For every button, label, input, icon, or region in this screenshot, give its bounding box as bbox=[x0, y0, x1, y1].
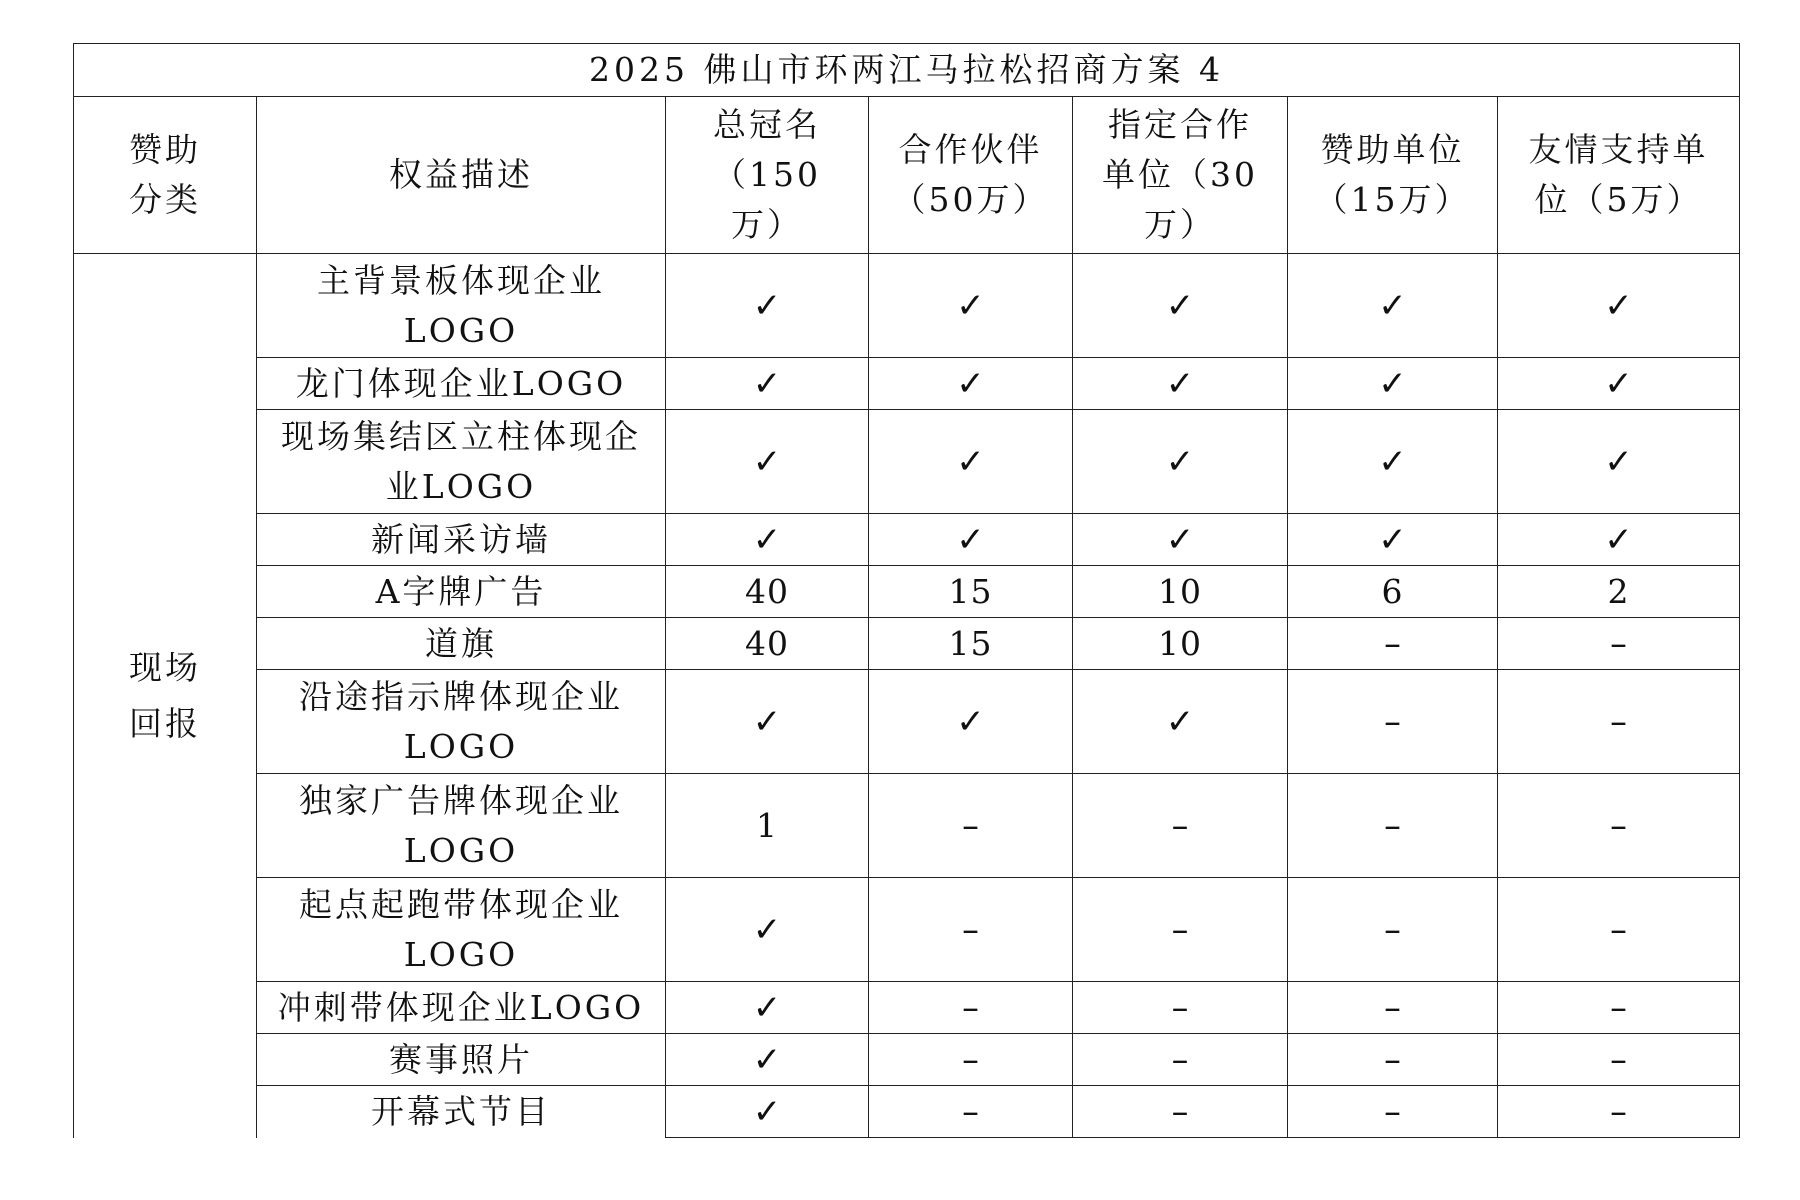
not-included-dash: – bbox=[1498, 618, 1740, 670]
header-tier-sponsor: 赞助单位（15万） bbox=[1288, 97, 1498, 254]
benefit-description: 赛事照片 bbox=[257, 1034, 666, 1086]
not-included-dash: – bbox=[1288, 1034, 1498, 1086]
not-included-dash: – bbox=[1288, 982, 1498, 1034]
not-included-dash: – bbox=[1073, 774, 1288, 878]
not-included-dash: – bbox=[1498, 1034, 1740, 1086]
table-row bbox=[74, 410, 1740, 514]
check-mark: ✓ bbox=[1288, 254, 1498, 358]
check-mark: ✓ bbox=[666, 410, 869, 514]
not-included-dash: – bbox=[1073, 878, 1288, 982]
not-included-dash: – bbox=[869, 1034, 1073, 1086]
not-included-dash: – bbox=[1073, 982, 1288, 1034]
check-mark: ✓ bbox=[869, 254, 1073, 358]
header-tier-designated: 指定合作单位（30万） bbox=[1073, 97, 1288, 254]
not-included-dash: – bbox=[1498, 670, 1740, 774]
check-mark: ✓ bbox=[869, 358, 1073, 410]
not-included-dash: – bbox=[869, 982, 1073, 1034]
benefit-description: 主背景板体现企业LOGO bbox=[257, 254, 666, 358]
check-mark: ✓ bbox=[1498, 254, 1740, 358]
check-mark: ✓ bbox=[1498, 358, 1740, 410]
table-row bbox=[74, 670, 1740, 774]
not-included-dash: – bbox=[1073, 1034, 1288, 1086]
check-mark: ✓ bbox=[1073, 358, 1288, 410]
quantity-value: 6 bbox=[1288, 566, 1498, 618]
quantity-value: 1 bbox=[666, 774, 869, 878]
benefit-description: 沿途指示牌体现企业LOGO bbox=[257, 670, 666, 774]
quantity-value: 10 bbox=[1073, 618, 1288, 670]
check-mark: ✓ bbox=[666, 358, 869, 410]
category-cell: 现场回报 bbox=[74, 254, 257, 1138]
table-row bbox=[74, 358, 1740, 410]
not-included-dash: – bbox=[1288, 670, 1498, 774]
check-mark: ✓ bbox=[1073, 514, 1288, 566]
check-mark: ✓ bbox=[1498, 514, 1740, 566]
benefit-description: 冲刺带体现企业LOGO bbox=[257, 982, 666, 1034]
sponsorship-table bbox=[73, 43, 1740, 1138]
not-included-dash: – bbox=[1498, 982, 1740, 1034]
not-included-dash: – bbox=[1288, 1086, 1498, 1138]
benefit-description: 开幕式节目 bbox=[257, 1086, 666, 1138]
not-included-dash: – bbox=[1498, 1086, 1740, 1138]
quantity-value: 2 bbox=[1498, 566, 1740, 618]
table-row bbox=[74, 514, 1740, 566]
check-mark: ✓ bbox=[1288, 514, 1498, 566]
table-row bbox=[74, 254, 1740, 358]
header-tier-title-sponsor: 总冠名（150万） bbox=[666, 97, 869, 254]
not-included-dash: – bbox=[1498, 878, 1740, 982]
not-included-dash: – bbox=[1073, 1086, 1288, 1138]
check-mark: ✓ bbox=[869, 670, 1073, 774]
benefit-description: A字牌广告 bbox=[257, 566, 666, 618]
check-mark: ✓ bbox=[666, 982, 869, 1034]
not-included-dash: – bbox=[1288, 774, 1498, 878]
check-mark: ✓ bbox=[666, 1034, 869, 1086]
quantity-value: 40 bbox=[666, 618, 869, 670]
quantity-value: 40 bbox=[666, 566, 869, 618]
check-mark: ✓ bbox=[869, 514, 1073, 566]
not-included-dash: – bbox=[869, 1086, 1073, 1138]
not-included-dash: – bbox=[869, 878, 1073, 982]
header-description: 权益描述 bbox=[257, 97, 666, 254]
table-row bbox=[74, 982, 1740, 1034]
quantity-value: 15 bbox=[869, 618, 1073, 670]
benefit-description: 龙门体现企业LOGO bbox=[257, 358, 666, 410]
check-mark: ✓ bbox=[666, 1086, 869, 1138]
table-row bbox=[74, 774, 1740, 878]
table-row bbox=[74, 618, 1740, 670]
check-mark: ✓ bbox=[1073, 670, 1288, 774]
check-mark: ✓ bbox=[1073, 410, 1288, 514]
table-title: 2025 佛山市环两江马拉松招商方案 4 bbox=[74, 44, 1740, 97]
not-included-dash: – bbox=[1288, 878, 1498, 982]
check-mark: ✓ bbox=[1073, 254, 1288, 358]
check-mark: ✓ bbox=[1288, 358, 1498, 410]
header-tier-partner: 合作伙伴（50万） bbox=[869, 97, 1073, 254]
header-category: 赞助分类 bbox=[74, 97, 257, 254]
benefit-description: 独家广告牌体现企业LOGO bbox=[257, 774, 666, 878]
not-included-dash: – bbox=[1288, 618, 1498, 670]
benefit-description: 现场集结区立柱体现企业LOGO bbox=[257, 410, 666, 514]
quantity-value: 15 bbox=[869, 566, 1073, 618]
check-mark: ✓ bbox=[869, 410, 1073, 514]
check-mark: ✓ bbox=[1498, 410, 1740, 514]
check-mark: ✓ bbox=[666, 670, 869, 774]
check-mark: ✓ bbox=[666, 254, 869, 358]
table-row bbox=[74, 1086, 1740, 1138]
table-body bbox=[74, 254, 1740, 1138]
benefit-description: 起点起跑带体现企业LOGO bbox=[257, 878, 666, 982]
sponsorship-sheet bbox=[73, 43, 1739, 1138]
benefit-description: 新闻采访墙 bbox=[257, 514, 666, 566]
table-row bbox=[74, 566, 1740, 618]
not-included-dash: – bbox=[869, 774, 1073, 878]
header-tier-support: 友情支持单位（5万） bbox=[1498, 97, 1740, 254]
not-included-dash: – bbox=[1498, 774, 1740, 878]
check-mark: ✓ bbox=[1288, 410, 1498, 514]
quantity-value: 10 bbox=[1073, 566, 1288, 618]
table-row bbox=[74, 1034, 1740, 1086]
check-mark: ✓ bbox=[666, 878, 869, 982]
benefit-description: 道旗 bbox=[257, 618, 666, 670]
table-row bbox=[74, 878, 1740, 982]
check-mark: ✓ bbox=[666, 514, 869, 566]
